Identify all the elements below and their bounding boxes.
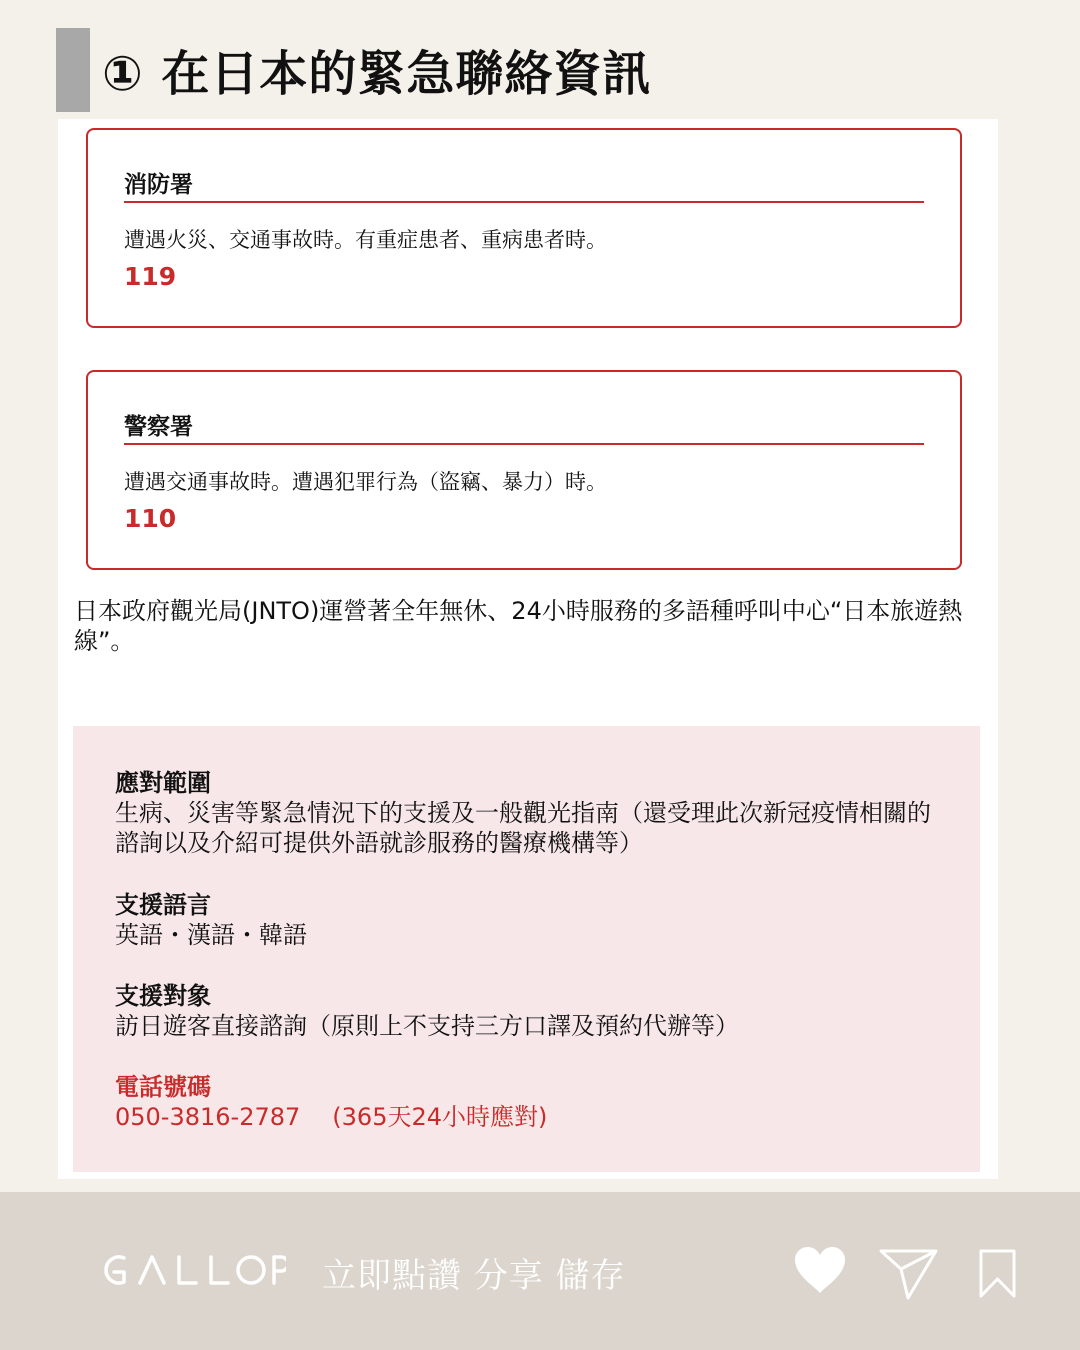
- bookmark-icon[interactable]: [977, 1248, 1019, 1300]
- intro-text: 日本政府觀光局(JNTO)運營著全年無休、24小時服務的多語種呼叫中心“日本旅遊熱線”。: [74, 597, 963, 655]
- send-icon[interactable]: [879, 1247, 939, 1301]
- card-description: 遭遇交通事故時。遭遇犯罪行為（盜竊、暴力）時。: [124, 470, 607, 494]
- card-title: 消防署: [124, 172, 193, 198]
- card-title: 警察署: [124, 414, 193, 440]
- card-divider: [124, 443, 924, 445]
- language-section: [115, 890, 945, 950]
- phone-title: 電話號碼: [115, 1073, 211, 1101]
- scope-text: 生病、災害等緊急情況下的支援及一般觀光指南（還受理此次新冠疫情相關的諮詢以及介紹可提供外語就診服務的醫療機構等）: [115, 799, 931, 857]
- language-title: 支援語言: [115, 891, 211, 919]
- scope-title: 應對範圍: [115, 769, 211, 797]
- phone-section: [115, 1072, 945, 1132]
- title-accent-bar: [56, 28, 90, 112]
- language-text: 英語・漢語・韓語: [115, 921, 307, 949]
- gallop-logo: [100, 1250, 286, 1290]
- fire-department-card: [86, 128, 962, 328]
- phone-number[interactable]: 119: [124, 262, 177, 291]
- hotline-number[interactable]: 050-3816-2787: [115, 1103, 301, 1131]
- card-description: 遭遇火災、交通事故時。有重症患者、重病患者時。: [124, 228, 607, 252]
- page-title: ① 在日本的緊急聯絡資訊: [102, 46, 652, 102]
- footer-call-to-action: 立即點讚 分享 儲存: [322, 1256, 626, 1296]
- scope-section: [115, 768, 945, 858]
- card-divider: [124, 201, 924, 203]
- target-title: 支援對象: [115, 982, 211, 1010]
- police-card: [86, 370, 962, 570]
- hotline-hours: (365天24小時應對): [332, 1103, 548, 1131]
- target-text: 訪日遊客直接諮詢（原則上不支持三方口譯及預約代辦等）: [115, 1012, 739, 1040]
- heart-icon[interactable]: [793, 1245, 847, 1295]
- target-section: [115, 981, 945, 1041]
- phone-number[interactable]: 110: [124, 504, 177, 533]
